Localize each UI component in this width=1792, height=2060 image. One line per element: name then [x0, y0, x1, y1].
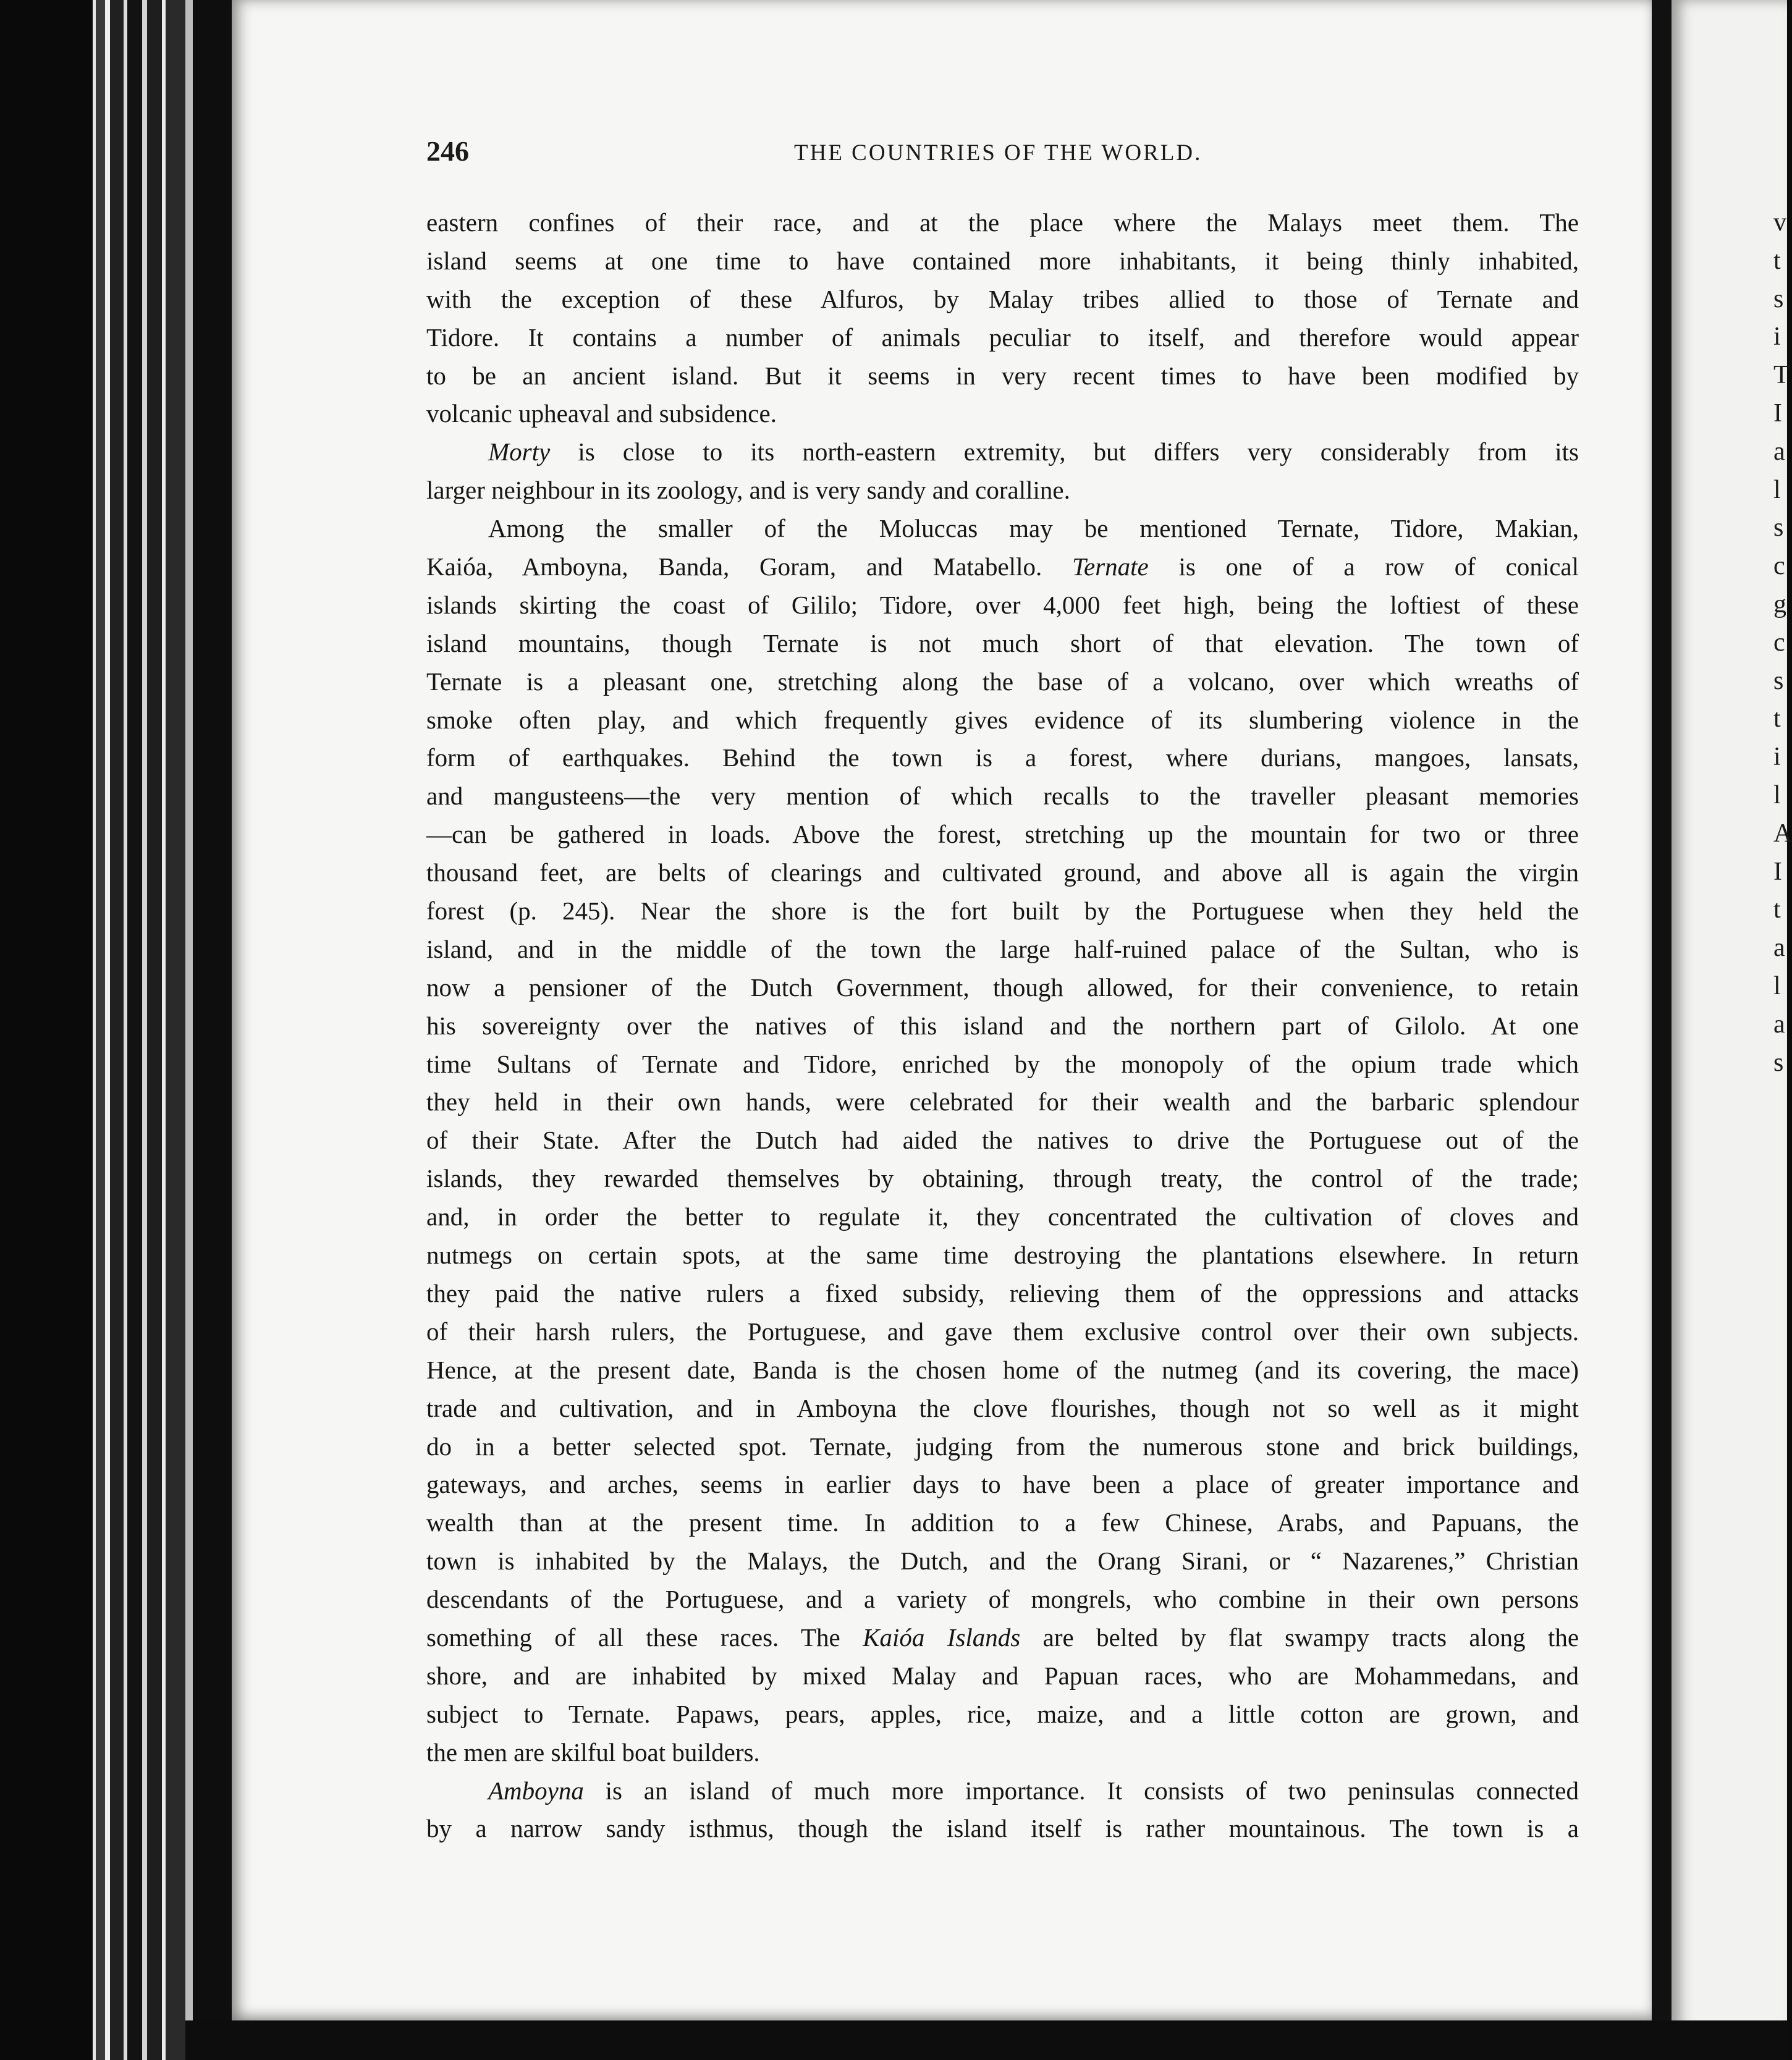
text-line: of their State. After the Dutch had aided the natives to drive the Portuguese out of the [426, 1126, 1579, 1155]
text-line: time Sultans of Ternate and Tidore, enriched by the monopoly of the opium trade which [426, 1049, 1579, 1078]
text-line: shore, and are inhabited by mixed Malay and Papuan races, who are Mohammedans, and [426, 1661, 1579, 1690]
italic-term-ternate: Ternate [1071, 552, 1149, 581]
text-line: his sovereignty over the natives of this island and the northern part of Gilolo. At one [426, 1011, 1579, 1040]
text-line: descendants of the Portuguese, and a variety of mongrels, who combine in their own persons [426, 1585, 1579, 1614]
adjacent-page-letters: v t s i T I a l s c g c s t i l A I t a l a s [1773, 208, 1792, 1077]
text-line [426, 548, 1579, 586]
text-line: Hence, at the present date, Banda is the chosen home of the nutmeg (and its covering, the mace) [426, 1355, 1579, 1384]
scan-bottom-edge [185, 2020, 1787, 2060]
italic-term-kaioa-islands: Kaióa Islands [863, 1623, 1021, 1652]
text-segment: is close to its north-eastern extremity, but differs very considerably from its [578, 437, 1579, 466]
text-line: Ternate is a pleasant one, stretching along the base of a volcano, over which wreaths of [426, 667, 1579, 696]
bound-page-edges [0, 0, 232, 2060]
text-line: island mountains, though Ternate is not much short of that elevation. The town of [426, 628, 1579, 657]
page-gutter [1652, 0, 1672, 2060]
text-line: gateways, and arches, seems in earlier days to have been a place of greater importance and [426, 1470, 1579, 1499]
text-segment: are belted by flat swampy tracts along the [1042, 1623, 1579, 1652]
text-line: wealth than at the present time. In addition to a few Chinese, Arabs, and Papuans, the [426, 1508, 1579, 1537]
text-line: they held in their own hands, were celebrated for their wealth and the barbaric splendour [426, 1087, 1579, 1117]
text-line: larger neighbour in its zoology, and is very sandy and coralline. [426, 476, 1070, 505]
text-line: subject to Ternate. Papaws, pears, apples, rice, maize, and a little cotton are grown, and [426, 1699, 1579, 1728]
text-line [426, 1772, 1579, 1810]
text-line: forest (p. 245). Near the shore is the fort built by the Portuguese when they held the [426, 897, 1579, 926]
text-segment: something of all these races. The [426, 1623, 840, 1652]
body-text [426, 204, 1579, 1848]
page-number: 246 [426, 135, 469, 167]
text-line: eastern confines of their race, and at the place where the Malays meet them. The [426, 208, 1579, 237]
text-line: —can be gathered in loads. Above the forest, stretching up the mountain for two or three [426, 820, 1579, 849]
adjacent-page [1672, 0, 1792, 2060]
text-line: and, in order the better to regulate it, they concentrated the cultivation of cloves and [426, 1202, 1579, 1231]
text-line: trade and cultivation, and in Amboyna the clove flourishes, though not so well as it might [426, 1393, 1579, 1422]
text-line: Among the smaller of the Moluccas may be mentioned Ternate, Tidore, Makian, [488, 514, 1579, 543]
text-line [426, 1619, 1579, 1657]
text-line: island, and in the middle of the town the large half-ruined palace of the Sultan, who is [426, 934, 1579, 963]
text-segment: is an island of much more importance. It consists of two peninsulas connected [605, 1776, 1579, 1805]
text-line: to be an ancient island. But it seems in very recent times to have been modified by [426, 361, 1579, 390]
running-head: THE COUNTRIES OF THE WORLD. [794, 140, 1202, 166]
italic-term-amboyna: Amboyna [488, 1776, 584, 1805]
text-line: form of earthquakes. Behind the town is a forest, where durians, mangoes, lansats, [426, 743, 1579, 772]
italic-term-morty: Morty [488, 437, 551, 466]
text-line: now a pensioner of the Dutch Government, though allowed, for their convenience, to retain [426, 973, 1579, 1002]
text-line [426, 433, 1579, 471]
text-line: by a narrow sandy isthmus, though the island itself is rather mountainous. The town is a [426, 1814, 1579, 1843]
text-line: island seems at one time to have contained more inhabitants, it being thinly inhabited, [426, 246, 1579, 275]
text-line: islands skirting the coast of Gililo; Tidore, over 4,000 feet high, being the loftiest of these [426, 590, 1579, 619]
text-line: the men are skilful boat builders. [426, 1737, 760, 1767]
text-line: they paid the native rulers a fixed subsidy, relieving them of the oppressions and attacks [426, 1278, 1579, 1307]
text-line: islands, they rewarded themselves by obtaining, through treaty, the control of the trade; [426, 1164, 1579, 1193]
text-line: nutmegs on certain spots, at the same time destroying the plantations elsewhere. In return [426, 1241, 1579, 1270]
text-line: with the exception of these Alfuros, by Malay tribes allied to those of Ternate and [426, 284, 1579, 313]
text-line: of their harsh rulers, the Portuguese, and gave them exclusive control over their own subjects. [426, 1317, 1579, 1346]
text-line: thousand feet, are belts of clearings and cultivated ground, and above all is again the virgin [426, 858, 1579, 887]
text-line: do in a better selected spot. Ternate, judging from the numerous stone and brick buildings, [426, 1432, 1579, 1461]
text-line: town is inhabited by the Malays, the Dutch, and the Orang Sirani, or “ Nazarenes,” Christian [426, 1547, 1579, 1576]
text-segment: Kaióa, Amboyna, Banda, Goram, and Matabello. [426, 552, 1042, 581]
text-line: smoke often play, and which frequently gives evidence of its slumbering violence in the [426, 705, 1579, 734]
text-line: volcanic upheaval and subsidence. [426, 399, 777, 428]
text-segment: is one of a row of conical [1178, 552, 1579, 581]
text-line: and mangusteens—the very mention of which recalls to the traveller pleasant memories [426, 782, 1579, 811]
text-line: Tidore. It contains a number of animals peculiar to itself, and therefore would appear [426, 323, 1579, 352]
